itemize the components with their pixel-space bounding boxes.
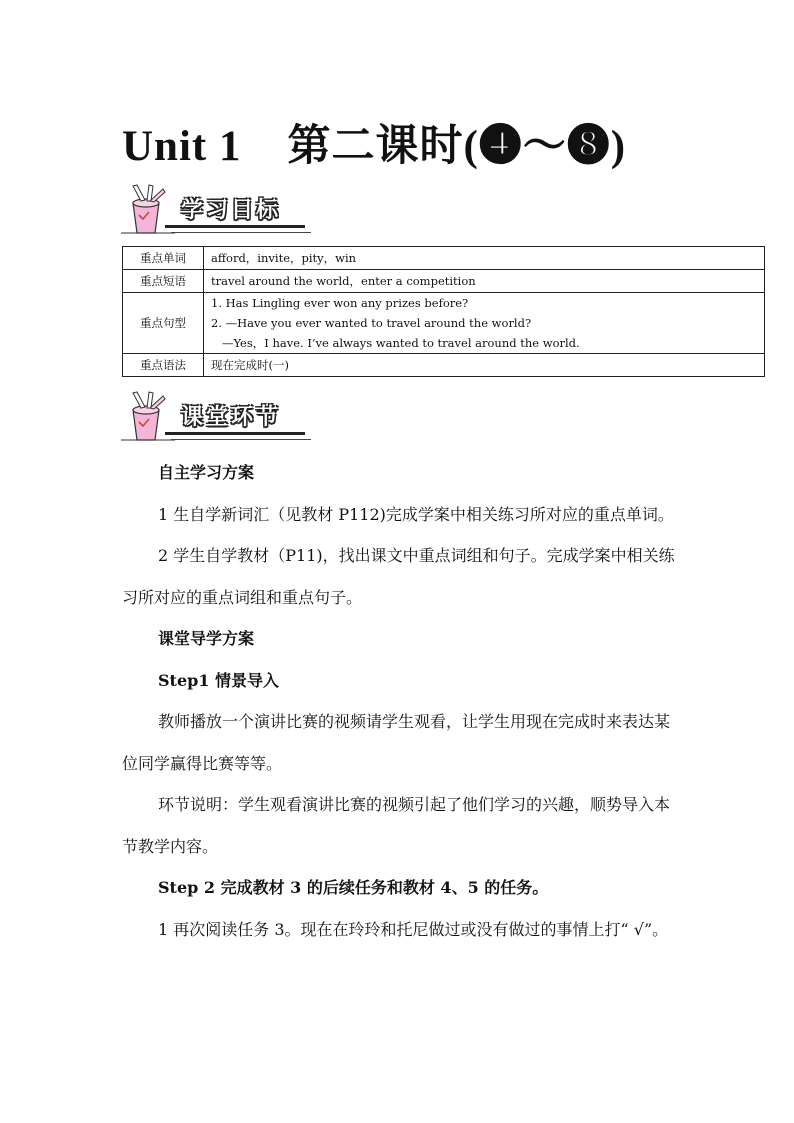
paragraph: 环节说明：学生观看演讲比赛的视频引起了他们学习的兴趣，顺势导入本节教学内容。 [122, 795, 671, 856]
table-key: 重点单词 [123, 247, 204, 270]
lesson-body [122, 452, 682, 950]
table-row [123, 247, 765, 270]
section-banner-class [119, 390, 319, 444]
section-label-class: 课堂环节 [181, 405, 282, 430]
table-row [123, 354, 765, 377]
section-banner-goals [119, 183, 319, 237]
section-label-goals: 学习目标 [181, 198, 282, 223]
table-key: 重点句型 [123, 293, 204, 354]
sentence-line: —Yes，I have. I’ve always wanted to travel around the world. [211, 336, 580, 350]
title-unit: Unit 1 [122, 123, 242, 170]
heading-step2: Step 2 完成教材 3 的后续任务和教材 4、5 的任务。 [158, 878, 549, 897]
table-value [204, 293, 765, 354]
title-lesson: 第二课时(❹～❽) [287, 123, 627, 170]
paragraph: 1 生自学新词汇（见教材 P112)完成学案中相关练习所对应的重点单词。 [158, 504, 674, 524]
paragraph: 2 学生自学教材（P11)，找出课文中重点词组和句子。完成学案中相关练习所对应的重点词组和重点句子。 [122, 546, 675, 607]
heading-step1: Step1 情景导入 [158, 670, 280, 690]
heading-self-study: 自主学习方案 [158, 463, 255, 482]
paragraph: 教师播放一个演讲比赛的视频请学生观看，让学生用现在完成时来表达某位同学赢得比赛等等。 [122, 712, 671, 773]
heading-class-guide: 课堂导学方案 [158, 629, 255, 648]
table-value: 现在完成时(一) [204, 354, 765, 377]
table-row [123, 293, 765, 354]
sentence-line: 1. Has Lingling ever won any prizes before? [211, 296, 469, 310]
paragraph: 1 再次阅读任务 3。现在在玲玲和托尼做过或没有做过的事情上打“ √”。 [158, 919, 669, 939]
goals-table [122, 246, 765, 377]
page-title [122, 112, 626, 173]
table-value: travel around the world，enter a competition [204, 270, 765, 293]
sentence-line: 2. —Have you ever wanted to travel around the world? [211, 316, 532, 330]
table-key: 重点短语 [123, 270, 204, 293]
table-row [123, 270, 765, 293]
table-value: afford，invite，pity，win [204, 247, 765, 270]
table-key: 重点语法 [123, 354, 204, 377]
